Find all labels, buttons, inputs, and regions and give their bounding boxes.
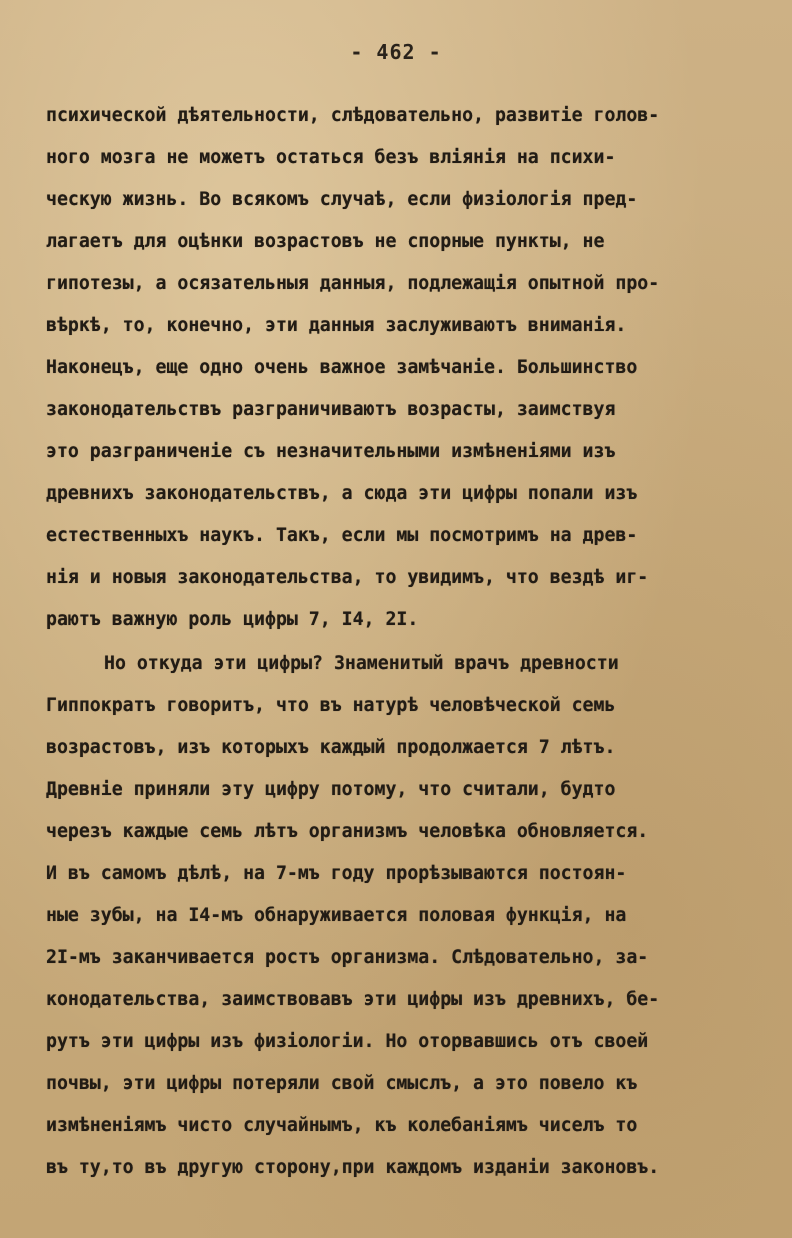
text-line: Древніе приняли эту цифру потому, что считали, будто [46,779,616,800]
text-line: 2I-мъ заканчивается ростъ организма. Слѣдовательно, за- [46,947,649,968]
text-line: въ ту,то въ другую сторону,при каждомъ изданіи законовъ. [46,1157,660,1178]
text-line: лагаетъ для оцѣнки возрастовъ не спорные пункты, не [46,231,605,252]
text-line: психической дѣятельности, слѣдовательно, развитіе голов- [46,105,660,126]
text-line: гипотезы, а осязательныя данныя, подлежащія опытной про- [46,273,660,294]
text-line: ные зубы, на I4-мъ обнаруживается половая функція, на [46,905,627,926]
text-line: раютъ важную роль цифры 7, I4, 2I. [46,609,419,630]
text-line: конодательства, заимствовавъ эти цифры изъ древнихъ, бе- [46,989,660,1010]
text-line: Гиппократъ говоритъ, что въ натурѣ человѣческой семь [46,695,616,716]
text-line: законодательствъ разграничиваютъ возрасты, заимствуя [46,399,616,420]
text-line: древнихъ законодательствъ, а сюда эти цифры попали изъ [46,483,638,504]
text-line: естественныхъ наукъ. Такъ, если мы посмотримъ на древ- [46,525,638,546]
page-number: - 462 - [350,40,442,64]
text-line: Но откуда эти цифры? Знаменитый врачъ древности [104,653,619,674]
text-line: черезъ каждые семь лѣтъ организмъ человѣка обновляется. [46,821,649,842]
text-line: это разграниченіе съ незначительными измѣненіями изъ [46,441,616,462]
text-line: Наконецъ, еще одно очень важное замѣчаніе. Большинство [46,357,638,378]
text-line: вѣркѣ, то, конечно, эти данныя заслуживаютъ вниманія. [46,315,627,336]
text-line: измѣненіямъ чисто случайнымъ, къ колебаніямъ чиселъ то [46,1115,638,1136]
text-line: возрастовъ, изъ которыхъ каждый продолжается 7 лѣтъ. [46,737,616,758]
text-line: ческую жизнь. Во всякомъ случаѣ, если физіологія пред- [46,189,638,210]
text-line: И въ самомъ дѣлѣ, на 7-мъ году прорѣзываются постоян- [46,863,627,884]
text-line: ного мозга не можетъ остаться безъ вліянія на психи- [46,147,616,168]
text-line: нія и новыя законодательства, то увидимъ, что вездѣ иг- [46,567,649,588]
text-line: рутъ эти цифры изъ физіологіи. Но оторвавшись отъ своей [46,1031,649,1052]
text-line: почвы, эти цифры потеряли свой смыслъ, а это повело къ [46,1073,638,1094]
